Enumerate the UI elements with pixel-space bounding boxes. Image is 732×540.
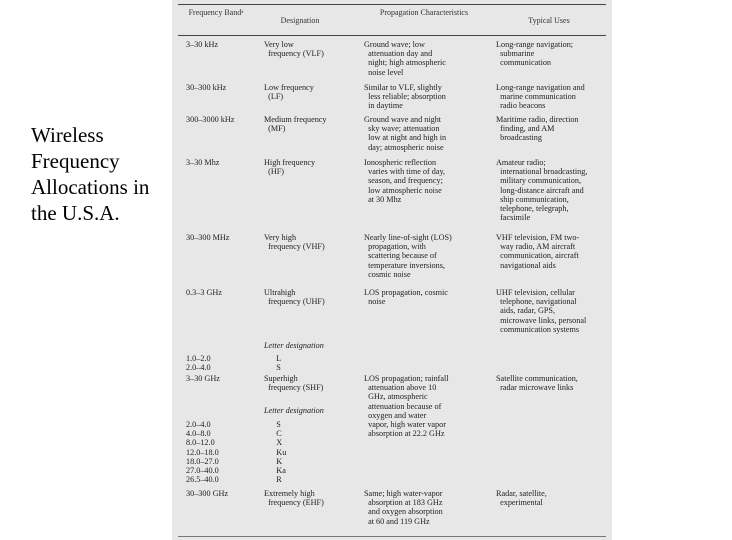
cell-propagation: Ground wave and night sky wave; attenuation low at night and high in day; atmospheric noise [364, 115, 447, 152]
cell-designation: Letter designation [264, 341, 324, 350]
cell-band: 30–300 GHz [186, 489, 229, 498]
cell-propagation: Similar to VLF, slightly less reliable; absorption in daytime [364, 83, 446, 111]
cell-designation: Low frequency (LF) [264, 83, 314, 102]
cell-designation: L S [276, 354, 282, 373]
table-bottom-rule [178, 536, 606, 537]
frequency-table [178, 4, 606, 540]
cell-band: 300–3000 kHz [186, 115, 235, 124]
cell-designation: Ultrahigh frequency (UHF) [264, 288, 325, 307]
cell-band: 30–300 MHz [186, 233, 230, 242]
cell-propagation: LOS propagation, cosmic noise [364, 288, 448, 307]
cell-band: 3–30 Mhz [186, 158, 220, 167]
header-frequency-band: Frequency Bandᵃ [188, 8, 244, 17]
cell-designation: Extremely high frequency (EHF) [264, 489, 324, 508]
cell-uses: Long-range navigation; submarine communication [496, 40, 574, 68]
cell-uses: Maritime radio, direction finding, and AM broadcasting [496, 115, 579, 143]
cell-uses: Long-range navigation and marine communication radio beacons [496, 83, 585, 111]
cell-propagation: Nearly line-of-sight (LOS) propagation, with scattering because of temperature inversions, cosmic noise [364, 233, 452, 279]
slide-title-line: the U.S.A. [31, 201, 120, 225]
cell-designation: Very high frequency (VHF) [264, 233, 325, 252]
cell-designation: Superhigh frequency (SHF) [264, 374, 324, 393]
cell-band: 0.3–3 GHz [186, 288, 222, 297]
cell-propagation: Ionospheric reflection varies with time of day, season, and frequency; low atmospheric noise at 30 Mhz [364, 158, 446, 204]
cell-designation: High frequency (HF) [264, 158, 316, 177]
cell-designation: Letter designation [264, 406, 324, 415]
slide-title-line: Allocations in [31, 175, 150, 199]
slide-title [31, 122, 181, 226]
header-designation: Designation [280, 16, 320, 25]
cell-propagation: Ground wave; low attenuation day and night; high atmospheric noise level [364, 40, 446, 77]
cell-band: 2.0–4.0 4.0–8.0 8.0–12.0 12.0–18.0 18.0–27.0 27.0–40.0 26.5–40.0 [186, 420, 219, 485]
cell-uses: VHF television, FM two- way radio, AM aircraft communication, aircraft navigational aids [496, 233, 580, 270]
cell-uses: UHF television, cellular telephone, navigational aids, radar, GPS, microwave links, personal communication systems [496, 288, 587, 334]
cell-uses: Radar, satellite, experimental [496, 489, 547, 508]
cell-uses: Satellite communication, radar microwave links [496, 374, 578, 393]
header-typical-uses: Typical Uses [528, 16, 570, 25]
cell-designation: Very low frequency (VLF) [264, 40, 324, 59]
cell-band: 30–300 kHz [186, 83, 227, 92]
cell-designation: Medium frequency (MF) [264, 115, 327, 134]
cell-propagation: Same; high water-vapor absorption at 183 GHz and oxygen absorption at 60 and 119 GHz [364, 489, 443, 526]
cell-designation: S C X Ku K Ka R [276, 420, 287, 485]
cell-uses: Amateur radio; international broadcasting, military communication, long-distance aircraft and ship communication, telephone, telegraph, facsimile [496, 158, 588, 223]
slide-title-line: Wireless [31, 123, 104, 147]
cell-band: 3–30 kHz [186, 40, 219, 49]
cell-band: 3–30 GHz [186, 374, 220, 383]
header-propagation: Propagation Characteristics [379, 8, 469, 17]
slide-title-line: Frequency [31, 149, 120, 173]
cell-band: 1.0–2.0 2.0–4.0 [186, 354, 211, 373]
scanned-table-image [172, 0, 612, 540]
cell-propagation: LOS propagation; rainfall attenuation above 10 GHz, atmospheric attenuation because of oxygen and water vapor, high water vapor absorption at 22.2 GHz [364, 374, 449, 439]
table-header [178, 4, 606, 36]
